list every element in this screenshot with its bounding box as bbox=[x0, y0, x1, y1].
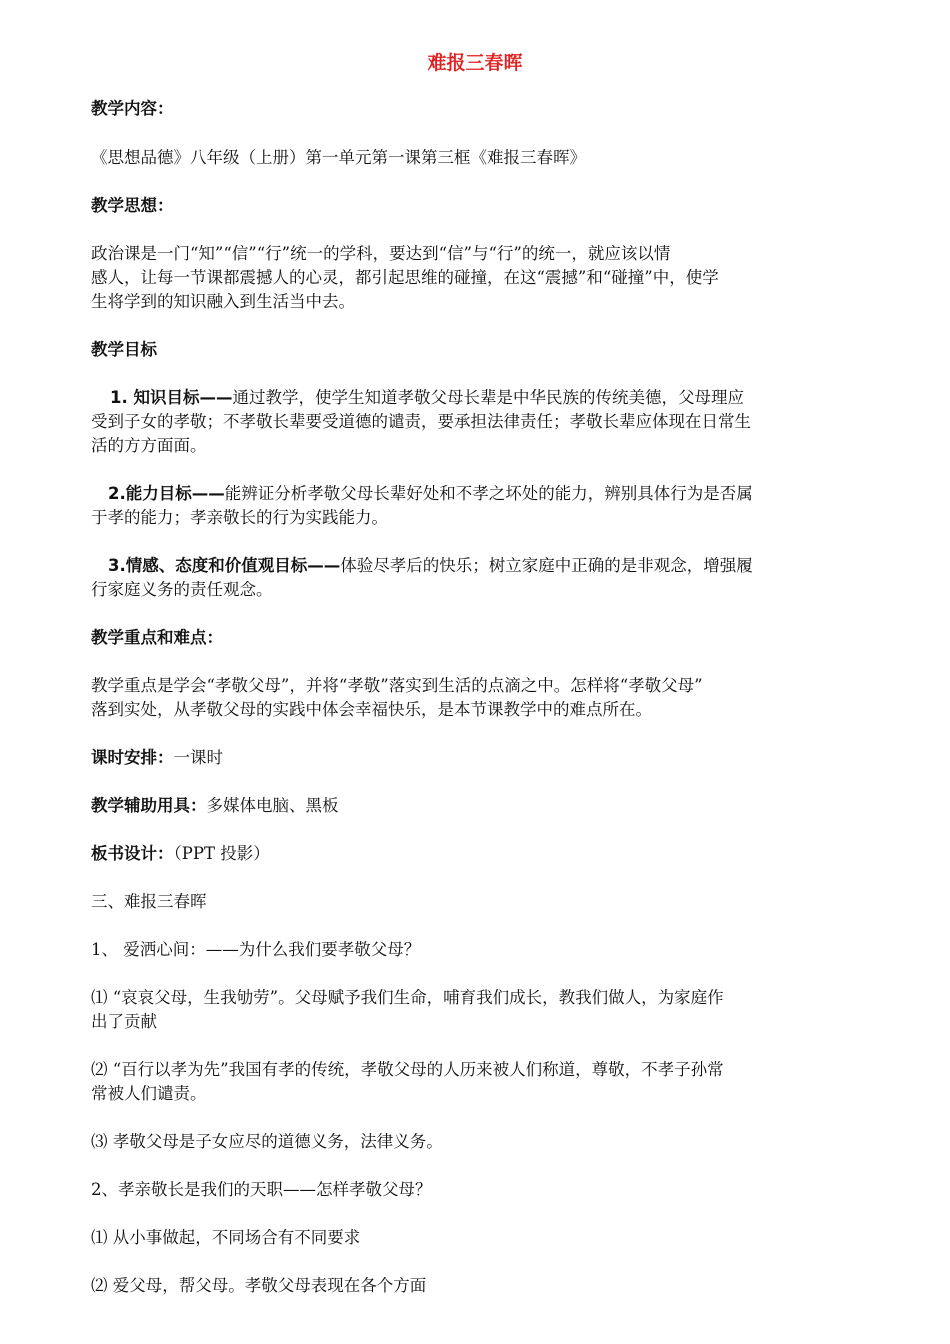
goal-1-line-3: 活的方方面面。 bbox=[91, 436, 207, 455]
outline-point-1b-line-2: 常被人们谴责。 bbox=[91, 1084, 207, 1103]
goal-3-line-1 bbox=[108, 554, 888, 578]
goal-2-text: 能辨证分析孝敬父母长辈好处和不孝之坏处的能力，辨别具体行为是否属 bbox=[224, 484, 753, 503]
outline-point-1: 1、 爱洒心间：——为什么我们要孝敬父母？ bbox=[91, 940, 421, 959]
content-line: 《思想品德》八年级（上册）第一单元第一课第三框《难报三春晖》 bbox=[91, 148, 586, 167]
outline-heading: 三、难报三春晖 bbox=[91, 892, 207, 911]
document-title: 难报三春晖 bbox=[427, 52, 523, 74]
goal-1-line-1 bbox=[110, 386, 890, 410]
schedule-value: 一课时 bbox=[173, 748, 223, 767]
goal-3-text: 体验尽孝后的快乐；树立家庭中正确的是非观念，增强履 bbox=[340, 556, 753, 575]
goal-1-line-2: 受到子女的孝敬；不孝敬长辈要受道德的谴责，要承担法律责任；孝敬长辈应体现在日常生 bbox=[91, 412, 751, 431]
outline-point-2: 2、孝亲敬长是我们的天职——怎样孝敬父母？ bbox=[91, 1180, 432, 1199]
outline-point-1c: ⑶ 孝敬父母是子女应尽的道德义务，法律义务。 bbox=[91, 1132, 443, 1151]
heading-goals: 教学目标 bbox=[91, 340, 157, 359]
outline-point-1a-line-1: ⑴ “哀哀父母，生我劬劳”。父母赋予我们生命，哺育我们成长，教我们做人，为家庭作 bbox=[91, 988, 724, 1007]
keypoints-line-2: 落到实处，从孝敬父母的实践中体会幸福快乐，是本节课教学中的难点所在。 bbox=[91, 700, 652, 719]
thought-line-3: 生将学到的知识融入到生活当中去。 bbox=[91, 292, 355, 311]
goal-2-line-1 bbox=[108, 482, 888, 506]
goal-3-line-2: 行家庭义务的责任观念。 bbox=[91, 580, 273, 599]
outline-point-2a: ⑴ 从小事做起，不同场合有不同要求 bbox=[91, 1228, 361, 1247]
tools-line bbox=[91, 794, 871, 818]
outline-point-1b-line-1: ⑵ “百行以孝为先”我国有孝的传统，孝敬父母的人历来被人们称道，尊敬，不孝子孙常 bbox=[91, 1060, 724, 1079]
board-line bbox=[91, 842, 871, 866]
board-value: （PPT 投影） bbox=[173, 844, 270, 863]
schedule-label: 课时安排： bbox=[91, 748, 174, 767]
schedule-line bbox=[91, 746, 871, 770]
outline-point-1a-line-2: 出了贡献 bbox=[91, 1012, 157, 1031]
tools-value: 多媒体电脑、黑板 bbox=[206, 796, 339, 815]
goal-3-label: 3.情感、态度和价值观目标—— bbox=[108, 556, 341, 575]
heading-thought: 教学思想： bbox=[91, 196, 174, 215]
goal-1-text: 通过教学，使学生知道孝敬父母长辈是中华民族的传统美德，父母理应 bbox=[232, 388, 744, 407]
goal-2-label: 2.能力目标—— bbox=[108, 484, 225, 503]
heading-keypoints: 教学重点和难点： bbox=[91, 628, 223, 647]
thought-line-2: 感人，让每一节课都震撼人的心灵，都引起思维的碰撞，在这“震撼”和“碰撞”中，使学 bbox=[91, 268, 719, 287]
tools-label: 教学辅助用具： bbox=[91, 796, 207, 815]
keypoints-line-1: 教学重点是学会“孝敬父母”，并将“孝敬”落实到生活的点滴之中。怎样将“孝敬父母” bbox=[91, 676, 703, 695]
thought-line-1: 政治课是一门“知”“信”“行”统一的学科，要达到“信”与“行”的统一，就应该以情 bbox=[91, 244, 671, 263]
goal-2-line-2: 于孝的能力；孝亲敬长的行为实践能力。 bbox=[91, 508, 388, 527]
heading-content: 教学内容： bbox=[91, 99, 174, 118]
outline-point-2b: ⑵ 爱父母，帮父母。孝敬父母表现在各个方面 bbox=[91, 1276, 427, 1295]
board-label: 板书设计： bbox=[91, 844, 174, 863]
goal-1-label: 1. 知识目标—— bbox=[110, 388, 233, 407]
